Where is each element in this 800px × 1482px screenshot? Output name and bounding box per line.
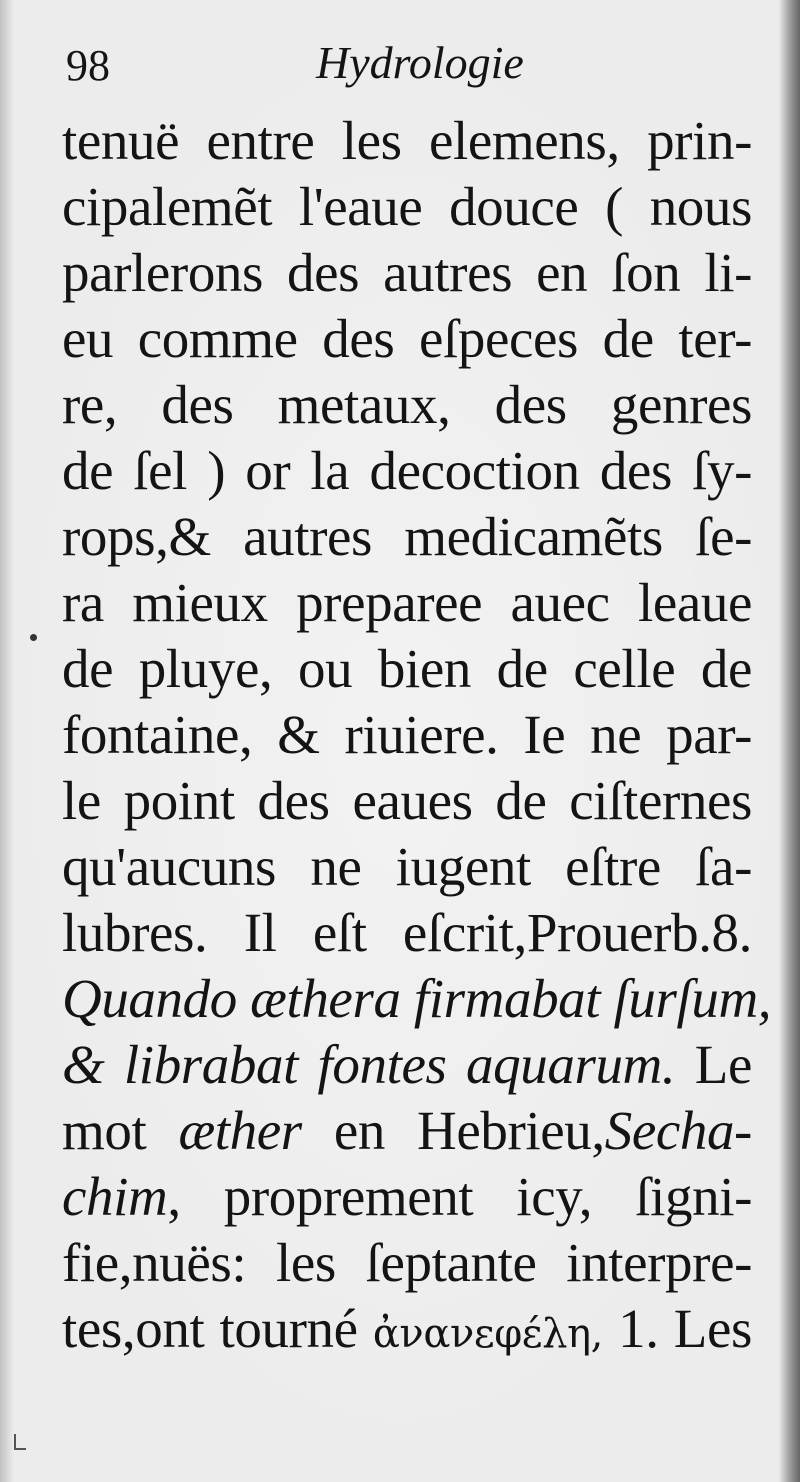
- corner-mark: [14, 1434, 26, 1450]
- text-segment: , proprement icy, ſigni-: [167, 1166, 752, 1227]
- text-segment: 1. Les: [618, 1298, 752, 1359]
- text-line: le point des eaues de ciſternes: [62, 770, 752, 831]
- latin-quote-segment: & librabat fontes aquarum.: [62, 1034, 676, 1095]
- text-line-mixed: [62, 1164, 752, 1230]
- body-text: [62, 108, 772, 1362]
- text-line: eu comme des eſpeces de ter-: [62, 308, 752, 369]
- text-line-mixed: [62, 1098, 752, 1164]
- text-segment: tes,ont tourné: [62, 1298, 358, 1359]
- text-segment: en Hebrieu,: [333, 1100, 605, 1161]
- text-line: de pluye, ou bien de celle de: [62, 638, 752, 699]
- text-line-mixed: [62, 1032, 752, 1098]
- text-segment: Le: [694, 1034, 752, 1095]
- text-line: parlerons des autres en ſon li-: [62, 242, 752, 303]
- running-title: Hydrologie: [316, 37, 524, 88]
- text-segment: mot: [62, 1100, 147, 1161]
- page-header: [66, 36, 746, 106]
- margin-ink-dot: [30, 634, 37, 641]
- greek-term: ἀνανεφέλη,: [372, 1311, 603, 1357]
- text-line: ra mieux preparee auec leaue: [62, 572, 752, 633]
- italic-term: Secha-: [604, 1100, 752, 1161]
- page-spine-shadow: [778, 0, 800, 1482]
- text-line: re, des metaux, des genres: [62, 374, 752, 435]
- text-line: qu'aucuns ne iugent eſtre ſa-: [62, 836, 752, 897]
- text-line: de ſel ) or la decoction des ſy-: [62, 440, 752, 501]
- italic-term: chim: [62, 1166, 168, 1227]
- latin-quote-line: Quando æthera firmabat ſurſum,: [62, 968, 772, 1029]
- text-line: cipalemẽt l'eaue douce ( nous: [62, 176, 752, 237]
- page-number: 98: [66, 41, 110, 90]
- italic-term: æther: [178, 1100, 302, 1161]
- text-line: rops,& autres medicamẽts ſe-: [62, 506, 752, 567]
- text-line: tenuë entre les elemens, prin-: [62, 110, 752, 171]
- text-line: fie,nuës: les ſeptante interpre-: [62, 1232, 752, 1293]
- text-line-mixed: [62, 1296, 752, 1362]
- text-line: fontaine, & riuiere. Ie ne par-: [62, 704, 752, 765]
- text-line: lubres. Il eſt eſcrit,Prouerb.8.: [62, 902, 752, 963]
